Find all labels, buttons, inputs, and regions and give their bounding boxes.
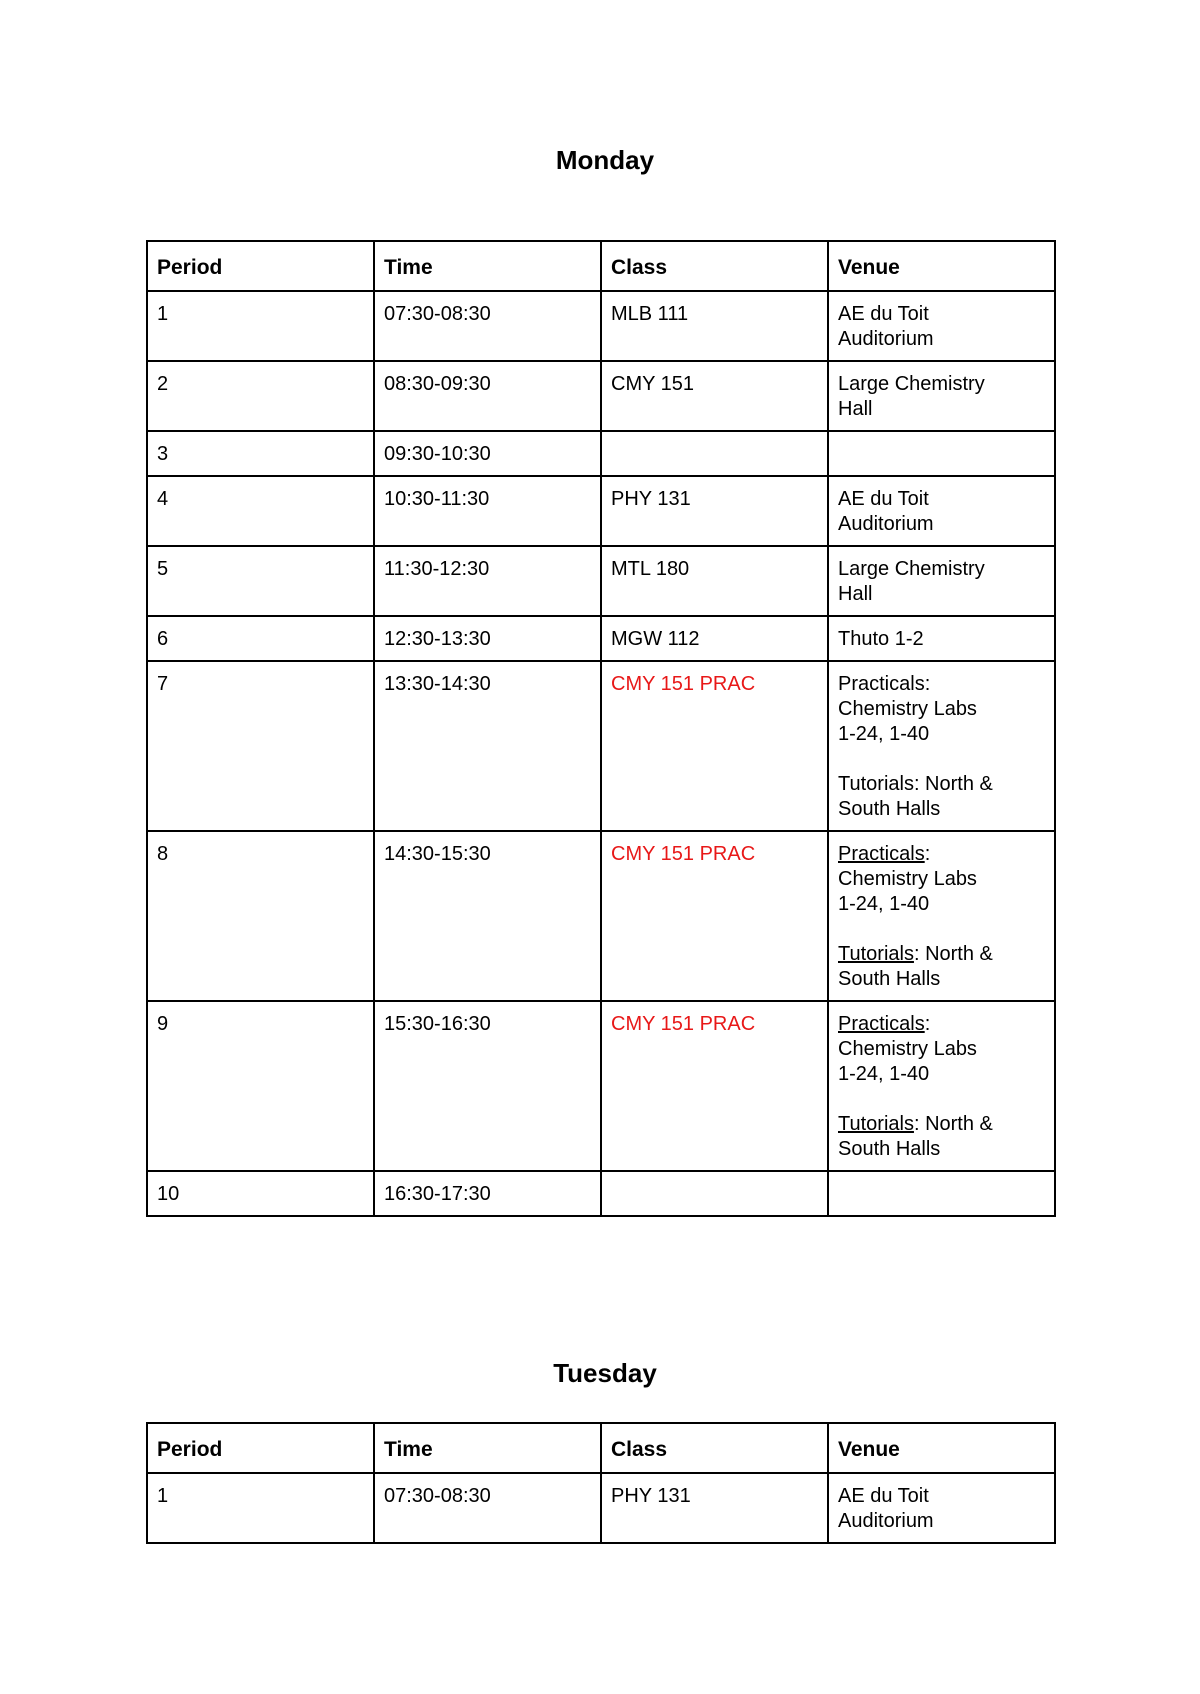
venue-line bbox=[838, 967, 1045, 992]
time-cell: 07:30-08:30 bbox=[374, 1473, 601, 1543]
venue-text: AE du Toit bbox=[838, 303, 929, 325]
period-cell: 1 bbox=[147, 291, 374, 361]
period-cell: 1 bbox=[147, 1473, 374, 1543]
class-cell: PHY 131 bbox=[601, 1473, 828, 1543]
tuesday-timetable bbox=[146, 1422, 1056, 1544]
venue-line bbox=[838, 1112, 1045, 1137]
monday-timetable bbox=[146, 240, 1056, 1217]
venue-label-underlined: Practicals bbox=[838, 843, 925, 865]
column-header-class: Class bbox=[601, 241, 828, 291]
venue-cell bbox=[828, 661, 1055, 831]
column-header-time: Time bbox=[374, 241, 601, 291]
table-row bbox=[147, 476, 1055, 546]
venue-text: Auditorium bbox=[838, 513, 934, 535]
class-cell bbox=[601, 1171, 828, 1216]
venue-cell bbox=[828, 1001, 1055, 1171]
venue-line bbox=[838, 1484, 1045, 1509]
period-cell: 8 bbox=[147, 831, 374, 1001]
venue-text: AE du Toit bbox=[838, 1485, 929, 1507]
venue-label-underlined: Practicals bbox=[838, 1013, 925, 1035]
venue-line bbox=[838, 697, 1045, 722]
venue-line bbox=[838, 1062, 1045, 1087]
period-cell: 10 bbox=[147, 1171, 374, 1216]
column-header-venue: Venue bbox=[828, 1423, 1055, 1473]
table-row bbox=[147, 1171, 1055, 1216]
table-row bbox=[147, 616, 1055, 661]
venue-line bbox=[838, 892, 1045, 917]
class-cell: PHY 131 bbox=[601, 476, 828, 546]
class-cell: CMY 151 PRAC bbox=[601, 661, 828, 831]
venue-cell bbox=[828, 1473, 1055, 1543]
venue-cell bbox=[828, 431, 1055, 476]
period-cell: 3 bbox=[147, 431, 374, 476]
class-cell bbox=[601, 431, 828, 476]
table-row bbox=[147, 291, 1055, 361]
class-cell: CMY 151 bbox=[601, 361, 828, 431]
period-cell: 2 bbox=[147, 361, 374, 431]
time-cell: 10:30-11:30 bbox=[374, 476, 601, 546]
monday-title: Monday bbox=[555, 145, 655, 175]
venue-line bbox=[838, 1509, 1045, 1534]
period-cell: 6 bbox=[147, 616, 374, 661]
venue-gap bbox=[838, 1087, 1045, 1112]
venue-line bbox=[838, 302, 1045, 327]
venue-line bbox=[838, 487, 1045, 512]
table-header-row bbox=[147, 241, 1055, 291]
venue-line bbox=[838, 867, 1045, 892]
venue-gap bbox=[838, 917, 1045, 942]
class-cell: CMY 151 PRAC bbox=[601, 1001, 828, 1171]
table-row bbox=[147, 831, 1055, 1001]
venue-line bbox=[838, 842, 1045, 867]
venue-text: Auditorium bbox=[838, 328, 934, 350]
venue-line bbox=[838, 1037, 1045, 1062]
time-cell: 12:30-13:30 bbox=[374, 616, 601, 661]
venue-cell bbox=[828, 831, 1055, 1001]
venue-text: South Halls bbox=[838, 1138, 941, 1160]
venue-text: Hall bbox=[838, 398, 873, 420]
venue-cell bbox=[828, 291, 1055, 361]
venue-line bbox=[838, 1012, 1045, 1037]
column-header-period: Period bbox=[147, 241, 374, 291]
table-row bbox=[147, 431, 1055, 476]
venue-text: Hall bbox=[838, 583, 873, 605]
column-header-period: Period bbox=[147, 1423, 374, 1473]
venue-line bbox=[838, 582, 1045, 607]
venue-line bbox=[838, 722, 1045, 747]
venue-line bbox=[838, 772, 1045, 797]
venue-gap bbox=[838, 747, 1045, 772]
time-cell: 13:30-14:30 bbox=[374, 661, 601, 831]
class-cell: CMY 151 PRAC bbox=[601, 831, 828, 1001]
class-cell: MGW 112 bbox=[601, 616, 828, 661]
period-cell: 9 bbox=[147, 1001, 374, 1171]
venue-line bbox=[838, 797, 1045, 822]
time-cell: 08:30-09:30 bbox=[374, 361, 601, 431]
venue-text: Auditorium bbox=[838, 1510, 934, 1532]
table-row bbox=[147, 361, 1055, 431]
venue-cell bbox=[828, 546, 1055, 616]
venue-line bbox=[838, 627, 1045, 652]
time-cell: 11:30-12:30 bbox=[374, 546, 601, 616]
venue-text: 1-24, 1-40 bbox=[838, 1063, 930, 1085]
time-cell: 15:30-16:30 bbox=[374, 1001, 601, 1171]
venue-text: Tutorials: North & bbox=[838, 773, 993, 795]
venue-text: Large Chemistry bbox=[838, 373, 985, 395]
venue-cell bbox=[828, 476, 1055, 546]
venue-text: 1-24, 1-40 bbox=[838, 893, 930, 915]
venue-text: Practicals: bbox=[838, 673, 931, 695]
table-header-row bbox=[147, 1423, 1055, 1473]
venue-text: : bbox=[924, 1013, 931, 1035]
venue-line bbox=[838, 942, 1045, 967]
class-cell: MLB 111 bbox=[601, 291, 828, 361]
venue-cell bbox=[828, 361, 1055, 431]
column-header-class: Class bbox=[601, 1423, 828, 1473]
venue-text: Chemistry Labs bbox=[838, 698, 977, 720]
column-header-time: Time bbox=[374, 1423, 601, 1473]
table-row bbox=[147, 1001, 1055, 1171]
venue-line bbox=[838, 672, 1045, 697]
venue-text: AE du Toit bbox=[838, 488, 929, 510]
venue-cell bbox=[828, 1171, 1055, 1216]
venue-text: Chemistry Labs bbox=[838, 1038, 977, 1060]
class-cell: MTL 180 bbox=[601, 546, 828, 616]
time-cell: 07:30-08:30 bbox=[374, 291, 601, 361]
venue-line bbox=[838, 327, 1045, 352]
period-cell: 5 bbox=[147, 546, 374, 616]
period-cell: 4 bbox=[147, 476, 374, 546]
column-header-venue: Venue bbox=[828, 241, 1055, 291]
time-cell: 09:30-10:30 bbox=[374, 431, 601, 476]
table-row bbox=[147, 661, 1055, 831]
venue-text: Chemistry Labs bbox=[838, 868, 977, 890]
time-cell: 14:30-15:30 bbox=[374, 831, 601, 1001]
venue-text: 1-24, 1-40 bbox=[838, 723, 930, 745]
venue-line bbox=[838, 397, 1045, 422]
venue-line bbox=[838, 557, 1045, 582]
venue-text: Thuto 1-2 bbox=[838, 628, 924, 650]
venue-text: : bbox=[924, 843, 931, 865]
venue-text: South Halls bbox=[838, 968, 941, 990]
venue-line bbox=[838, 372, 1045, 397]
time-cell: 16:30-17:30 bbox=[374, 1171, 601, 1216]
venue-cell bbox=[828, 616, 1055, 661]
venue-line bbox=[838, 1137, 1045, 1162]
table-row bbox=[147, 546, 1055, 616]
venue-text: : North & bbox=[913, 943, 993, 965]
venue-line bbox=[838, 512, 1045, 537]
venue-text: Large Chemistry bbox=[838, 558, 985, 580]
period-cell: 7 bbox=[147, 661, 374, 831]
venue-text: South Halls bbox=[838, 798, 941, 820]
venue-text: : North & bbox=[913, 1113, 993, 1135]
table-row bbox=[147, 1473, 1055, 1543]
tuesday-title: Tuesday bbox=[553, 1358, 657, 1388]
venue-label-underlined: Tutorials bbox=[838, 943, 914, 965]
venue-label-underlined: Tutorials bbox=[838, 1113, 914, 1135]
